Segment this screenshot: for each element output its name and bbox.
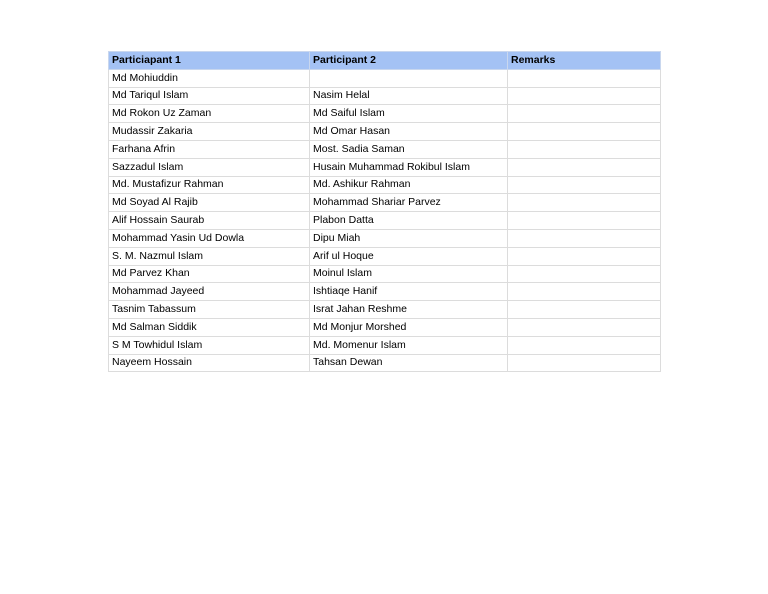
cell-participant-1: S. M. Nazmul Islam [109,247,310,265]
cell-remarks [508,212,661,230]
cell-participant-2: Ishtiaqe Hanif [310,283,508,301]
cell-participant-1: Md Salman Siddik [109,318,310,336]
cell-remarks [508,105,661,123]
cell-participant-1: S M Towhidul Islam [109,336,310,354]
cell-remarks [508,265,661,283]
table-row [109,247,661,265]
cell-participant-2 [310,69,508,87]
cell-participant-1: Mudassir Zakaria [109,123,310,141]
table-body [109,69,661,372]
cell-participant-2: Husain Muhammad Rokibul Islam [310,158,508,176]
table-row [109,354,661,372]
header-row [109,52,661,70]
table-row [109,69,661,87]
header-participant-2: Participant 2 [310,52,508,70]
cell-participant-1: Nayeem Hossain [109,354,310,372]
cell-participant-2: Plabon Datta [310,212,508,230]
table-row [109,87,661,105]
cell-participant-2: Moinul Islam [310,265,508,283]
cell-participant-1: Md Soyad Al Rajib [109,194,310,212]
cell-participant-1: Md Rokon Uz Zaman [109,105,310,123]
cell-remarks [508,283,661,301]
cell-participant-2: Md. Ashikur Rahman [310,176,508,194]
cell-remarks [508,87,661,105]
header-remarks: Remarks [508,52,661,70]
cell-participant-2: Tahsan Dewan [310,354,508,372]
cell-participant-1: Md. Mustafizur Rahman [109,176,310,194]
cell-remarks [508,229,661,247]
cell-participant-2: Most. Sadia Saman [310,140,508,158]
cell-participant-2: Arif ul Hoque [310,247,508,265]
table-row [109,318,661,336]
cell-remarks [508,176,661,194]
table-row [109,158,661,176]
header-participant-1: Particiapant 1 [109,52,310,70]
cell-participant-1: Mohammad Jayeed [109,283,310,301]
cell-remarks [508,301,661,319]
cell-participant-2: Md Saiful Islam [310,105,508,123]
cell-remarks [508,69,661,87]
table-row [109,176,661,194]
table-row [109,123,661,141]
cell-participant-1: Tasnim Tabassum [109,301,310,319]
cell-remarks [508,336,661,354]
cell-remarks [508,318,661,336]
cell-participant-2: Nasim Helal [310,87,508,105]
table-row [109,336,661,354]
table-row [109,265,661,283]
cell-participant-2: Mohammad Shariar Parvez [310,194,508,212]
cell-participant-2: Dipu Miah [310,229,508,247]
cell-remarks [508,123,661,141]
cell-remarks [508,194,661,212]
cell-participant-1: Md Parvez Khan [109,265,310,283]
cell-participant-2: Israt Jahan Reshme [310,301,508,319]
cell-remarks [508,158,661,176]
table-row [109,212,661,230]
table-row [109,194,661,212]
table-row [109,105,661,123]
table-row [109,140,661,158]
participant-table [108,51,661,372]
cell-participant-2: Md Monjur Morshed [310,318,508,336]
table-row [109,229,661,247]
cell-participant-1: Md Tariqul Islam [109,87,310,105]
cell-participant-1: Alif Hossain Saurab [109,212,310,230]
table-row [109,283,661,301]
cell-remarks [508,247,661,265]
cell-remarks [508,354,661,372]
cell-participant-1: Md Mohiuddin [109,69,310,87]
cell-participant-1: Mohammad Yasin Ud Dowla [109,229,310,247]
cell-participant-1: Sazzadul Islam [109,158,310,176]
cell-participant-1: Farhana Afrin [109,140,310,158]
cell-participant-2: Md Omar Hasan [310,123,508,141]
cell-participant-2: Md. Momenur Islam [310,336,508,354]
cell-remarks [508,140,661,158]
table-row [109,301,661,319]
